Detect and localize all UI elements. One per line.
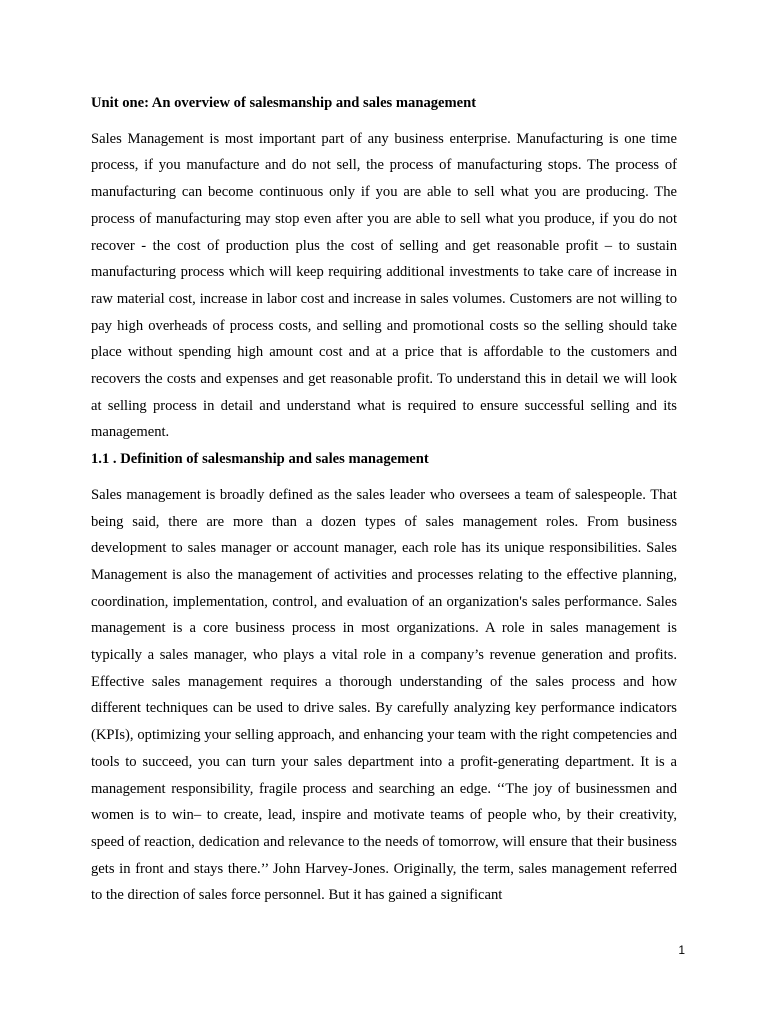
page-number: 1 xyxy=(678,943,685,957)
document-body xyxy=(91,90,677,909)
intro-paragraph: Sales Management is most important part of any business enterprise. Manufacturing is one time process, if you manufacture and do not sell, the process of manufacturing stops. The process of manufacturing can become continuous only if you are able to sell what you are producing. The process of manufacturing may stop even after you are able to sell what you produce, if you do not recover - the cost of production plus the cost of selling and get reasonable profit – to sustain manufacturing process which will keep requiring additional investments to take care of increase in raw material cost, increase in labor cost and increase in sales volumes. Customers are not willing to pay high overheads of process costs, and selling and promotional costs so the selling should take place without spending high amount cost and at a price that is affordable to the customers and recovers the costs and expenses and get reasonable profit. To understand this in detail we will look at selling process in detail and understand what is required to ensure successful selling and its management. xyxy=(91,130,677,441)
section-heading: 1.1 . Definition of salesmanship and sales management xyxy=(91,451,429,468)
definition-paragraph: Sales management is broadly defined as the sales leader who oversees a team of salespeople. That being said, there are more than a dozen types of sales management roles. From business development to sales manager or account manager, each role has its unique responsibilities. Sales Management is also the management of activities and processes relating to the effective planning, coordination, implementation, control, and evaluation of an organization's sales performance. Sales management is a core business process in most organizations. A role in sales management is typically a sales manager, who plays a vital role in a company’s revenue generation and profits. Effective sales management requires a thorough understanding of the sales process and how different techniques can be used to drive sales. By carefully analyzing key performance indicators (KPIs), optimizing your selling approach, and enhancing your team with the right competencies and tools to succeed, you can turn your sales department into a profit-generating department. It is a management responsibility, fragile process and searching an edge. ‘‘The joy of businessmen and women is to win– to create, lead, inspire and motivate teams of people who, by their creativity, speed of reaction, dedication and relevance to the needs of tomorrow, will ensure that their business gets in front and stays there.’’ John Harvey-Jones. Originally, the term, sales management referred to the direction of sales force personnel. But it has gained a significant xyxy=(91,486,677,904)
unit-heading: Unit one: An overview of salesmanship and sales management xyxy=(91,95,477,111)
